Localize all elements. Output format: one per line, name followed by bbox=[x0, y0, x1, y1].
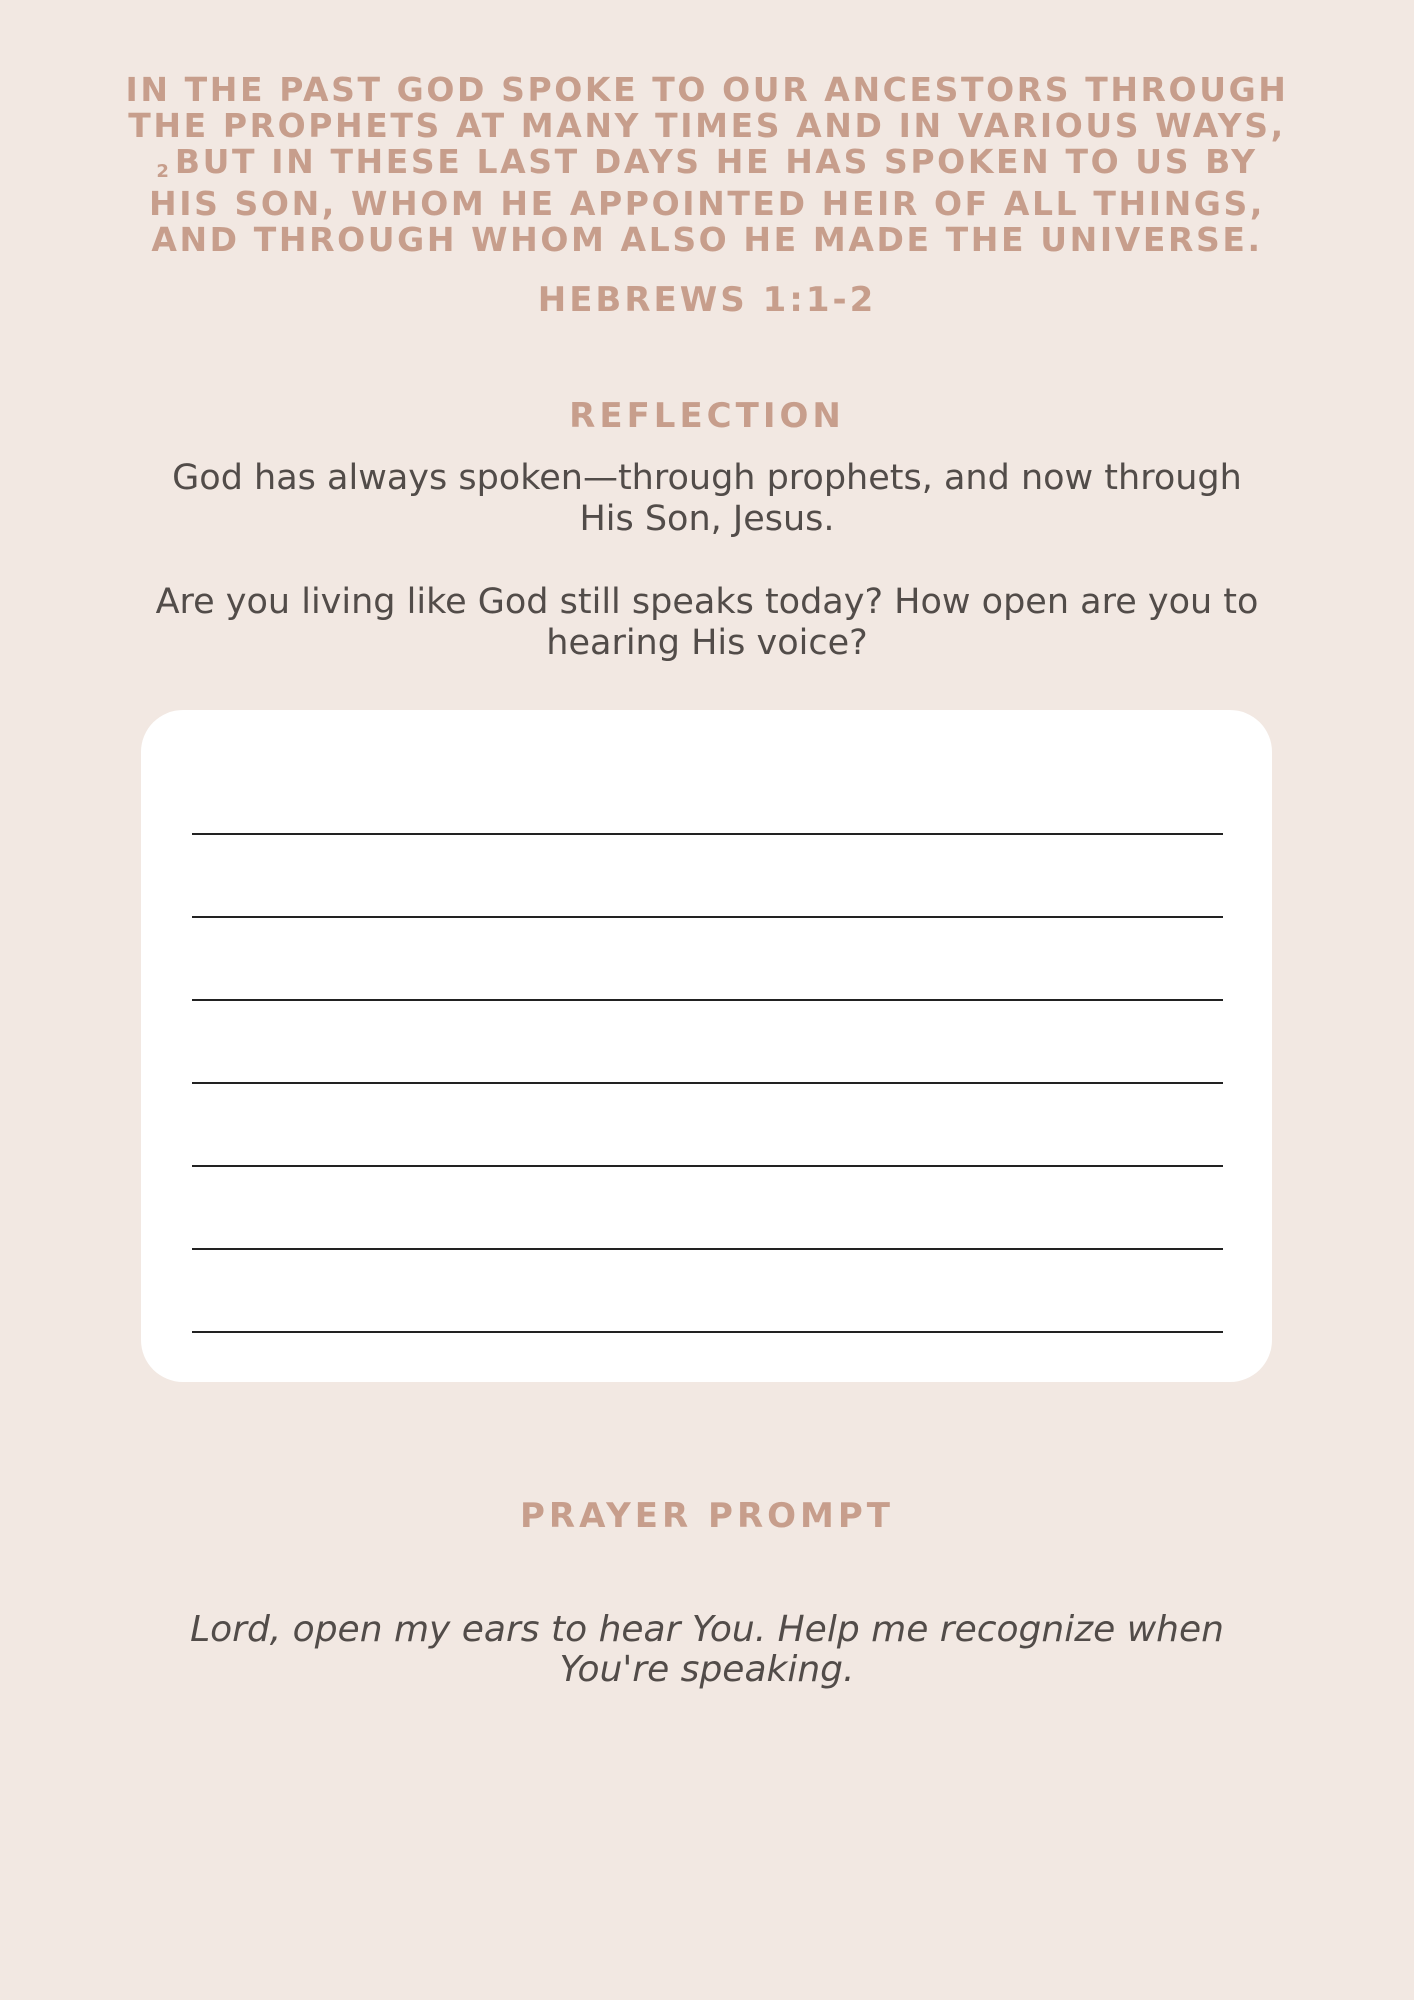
journal-rule-line bbox=[192, 1165, 1223, 1167]
scripture-line-5: AND THROUGH WHOM ALSO HE MADE THE UNIVERSE. bbox=[151, 220, 1263, 259]
journal-rule-line bbox=[192, 1248, 1223, 1250]
prayer-prompt-text bbox=[150, 1610, 1264, 1690]
scripture-line-1: IN THE PAST GOD SPOKE TO OUR ANCESTORS THROUGH bbox=[125, 70, 1289, 109]
scripture-line-4: HIS SON, WHOM HE APPOINTED HEIR OF ALL THINGS, bbox=[149, 184, 1265, 223]
reflection-question-line-1: Are you living like God still speaks today? How open are you to bbox=[155, 582, 1259, 622]
scripture-line-2: THE PROPHETS AT MANY TIMES AND IN VARIOUS WAYS, bbox=[128, 106, 1286, 145]
reflection-question bbox=[120, 582, 1294, 664]
journal-rule-line bbox=[192, 1331, 1223, 1333]
prayer-prompt-line-2: You're speaking. bbox=[559, 1649, 855, 1690]
scripture-line-3 bbox=[70, 144, 1344, 186]
reflection-paragraph-1-line-2: His Son, Jesus. bbox=[579, 499, 835, 539]
scripture-line-3-text: BUT IN THESE LAST DAYS HE HAS SPOKEN TO US BY bbox=[174, 142, 1258, 181]
reflection-paragraph-1 bbox=[120, 458, 1294, 540]
verse-number: 2 bbox=[156, 161, 169, 182]
journal-rule-line bbox=[192, 1082, 1223, 1084]
journal-rule-line bbox=[192, 999, 1223, 1001]
reflection-heading: REFLECTION bbox=[569, 396, 845, 436]
reflection-question-line-2: hearing His voice? bbox=[546, 623, 868, 663]
journal-rule-line bbox=[192, 916, 1223, 918]
journal-writing-area[interactable] bbox=[141, 710, 1272, 1382]
prayer-prompt-line-1: Lord, open my ears to hear You. Help me recognize when bbox=[190, 1609, 1224, 1650]
scripture-verse bbox=[70, 72, 1344, 258]
journal-rule-line bbox=[192, 833, 1223, 835]
reflection-paragraph-1-line-1: God has always spoken—through prophets, and now through bbox=[172, 458, 1242, 498]
prayer-prompt-heading: PRAYER PROMPT bbox=[520, 1496, 894, 1536]
scripture-reference: HEBREWS 1:1-2 bbox=[537, 280, 877, 320]
